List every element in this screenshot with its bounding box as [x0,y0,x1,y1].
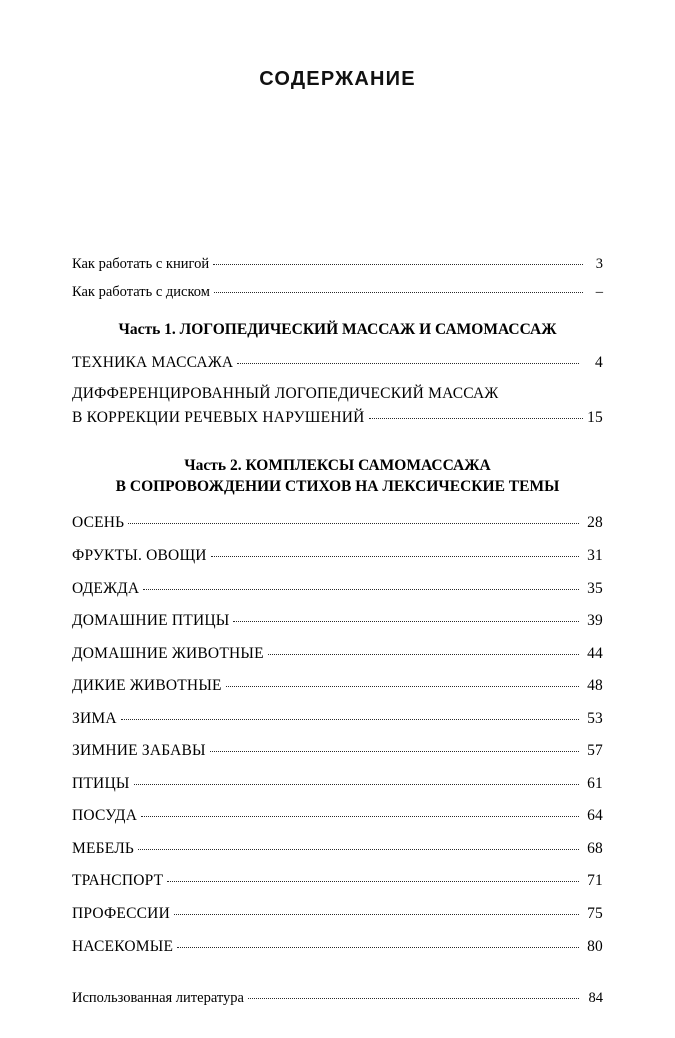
toc-entry-label: ПТИЦЫ [72,774,130,792]
toc-entry-label: Как работать с книгой [72,256,210,272]
toc-entry-page: 61 [587,774,603,792]
toc-entry-page: 28 [587,514,603,532]
toc-entry-page: 15 [587,408,603,426]
toc-entry-label: ТРАНСПОРТ [72,872,164,890]
toc-part-heading-line2: В СОПРОВОЖДЕНИИ СТИХОВ НА ЛЕКСИЧЕСКИЕ ТЕМЫ [115,477,560,495]
toc-entry [72,347,603,380]
dot-leader [174,914,579,915]
dot-leader [141,816,579,817]
toc-entry-page: 53 [587,709,603,727]
toc-entry-label: ОДЕЖДА [72,579,140,597]
dot-leader [233,621,579,622]
toc-entry [72,638,603,671]
toc-entry [72,573,603,606]
dot-leader [128,523,579,524]
toc-entry-page: 57 [587,742,603,760]
toc-entry [72,540,603,573]
section-spacer [72,963,603,985]
toc-entry-label: ПОСУДА [72,807,138,825]
toc-entry-label-line1: ДИФФЕРЕНЦИРОВАННЫЙ ЛОГОПЕДИЧЕСКИЙ МАССАЖ [72,384,499,402]
toc-entry-page: 48 [587,677,603,695]
toc-entry-label: ОСЕНЬ [72,514,125,532]
toc-entry [72,833,603,866]
dot-leader [237,363,579,364]
toc-entry-page: 84 [588,990,603,1007]
toc-entry-label: ЗИМНИЕ ЗАБАВЫ [72,742,206,760]
toc-entry-page: 68 [587,839,603,857]
toc-entry-page: 39 [587,612,603,630]
dot-leader [248,998,579,999]
toc-entry-label: ЗИМА [72,709,117,727]
dot-leader [121,719,579,720]
toc-entry-label: Использованная литература [72,990,244,1007]
toc-entry-label: МЕБЕЛЬ [72,839,135,857]
toc-part-heading-line1: Часть 2. КОМПЛЕКСЫ САМОМАССАЖА [184,456,491,474]
dot-leader [210,751,579,752]
toc-entry [72,703,603,736]
toc-entry-label: ДОМАШНИЕ ЖИВОТНЫЕ [72,644,264,662]
dot-leader [214,292,583,293]
toc-entry-page: 80 [587,937,603,955]
toc-entry-page: 3 [595,256,603,272]
toc-entry [72,605,603,638]
toc-entry-label: ПРОФЕССИИ [72,905,170,922]
toc-entry-page: 64 [587,807,603,825]
table-of-contents [72,251,603,1013]
dot-leader [268,654,579,655]
toc-entry-label: ДИКИЕ ЖИВОТНЫЕ [72,677,222,695]
toc-entry [72,279,603,307]
toc-entry-references [72,985,603,1013]
toc-entry [72,735,603,768]
dot-leader [134,784,579,785]
dot-leader [138,849,579,850]
toc-entry [72,670,603,703]
toc-part-heading: Часть 1. ЛОГОПЕДИЧЕСКИЙ МАССАЖ И САМОМАССАЖ [118,321,557,339]
toc-entry-page: 35 [587,579,603,597]
page-title: СОДЕРЖАНИЕ [259,68,416,90]
toc-entry-label: НАСЕКОМЫЕ [72,937,174,955]
dot-leader [213,264,583,265]
toc-entry-label: ДОМАШНИЕ ПТИЦЫ [72,612,230,630]
toc-entry [72,865,603,898]
toc-entry-label: Как работать с диском [72,283,210,300]
toc-entry [72,931,603,964]
toc-entry-page: – [595,283,603,300]
toc-entry [72,800,603,833]
toc-entry-page: 31 [587,546,603,564]
toc-entry-label: ТЕХНИКА МАССАЖА [72,354,234,372]
document-page [0,68,675,1038]
toc-entry [72,382,603,430]
dot-leader [369,418,584,419]
toc-entry-page: 4 [595,354,603,372]
toc-entry [72,768,603,801]
toc-entry-page: 44 [587,644,603,662]
dot-leader [226,686,579,687]
toc-entry-label: ФРУКТЫ. ОВОЩИ [72,546,207,564]
toc-entry [72,251,603,279]
dot-leader [167,881,579,882]
dot-leader [211,556,579,557]
toc-part-heading [72,456,603,498]
toc-entry [72,507,603,540]
toc-entry-page: 75 [587,905,603,922]
dot-leader [143,589,579,590]
toc-entry [72,898,603,931]
dot-leader [177,947,579,948]
toc-entry-page: 71 [587,872,603,890]
toc-entry-label-line2: В КОРРЕКЦИИ РЕЧЕВЫХ НАРУШЕНИЙ [72,408,365,426]
